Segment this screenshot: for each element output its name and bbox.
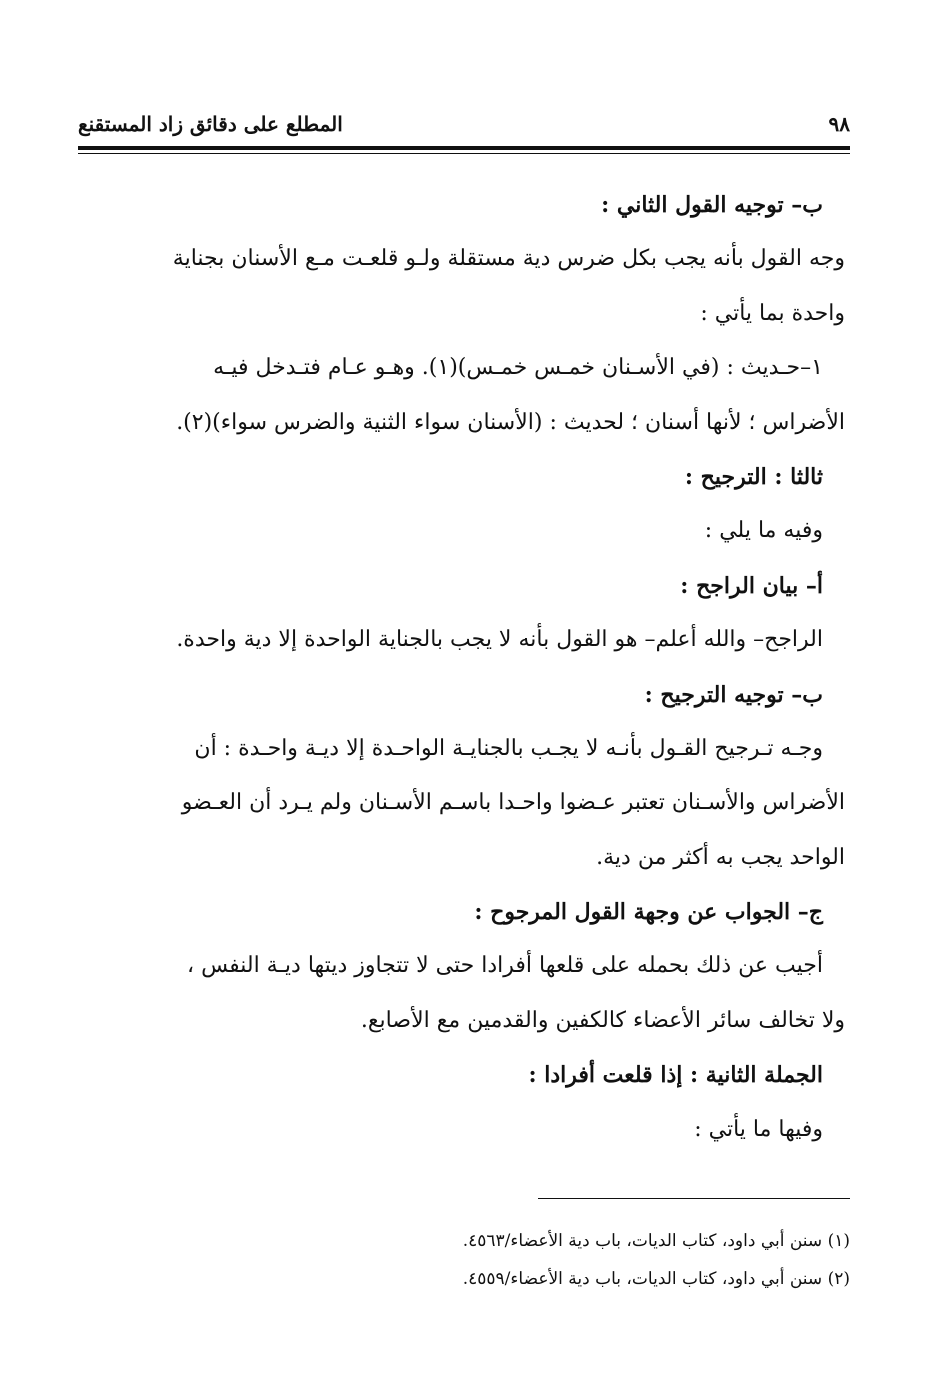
text-line: وجـه تـرجيح القـول بأنـه لا يجـب بالجنايـة الواحـدة إلا ديـة واحـدة : أن: [194, 735, 823, 761]
header-rule-thin: [78, 153, 850, 154]
running-header: [78, 112, 850, 136]
text-line: ثالثا : الترجيح :: [684, 463, 823, 490]
text-line: ١–حـديث : (في الأسـنان خمـس خمـس)(١). وهـو عـام فتـدخل فيـه: [213, 355, 823, 381]
page-number: ٩٨: [828, 112, 850, 136]
text-line: ب– توجيه القول الثاني :: [601, 192, 823, 218]
header-rule-thick: [78, 146, 850, 150]
book-title: المطلع على دقائق زاد المستقنع: [78, 112, 343, 136]
text-line: وفيها ما يأتي :: [694, 1116, 823, 1142]
text-line: الأضراس والأسـنان تعتبر عـضوا واحـدا باسـم الأسـنان ولم يـرد أن العـضو: [181, 790, 845, 816]
footnote-2: (٢) سنن أبي داود، كتاب الديات، باب دية الأعضاء/٤٥٥٩.: [462, 1269, 850, 1289]
text-line: أجيب عن ذلك بحمله على قلعها أفرادا حتى لا تتجاوز ديتها ديـة النفس ،: [186, 953, 823, 979]
text-line: وجه القول بأنه يجب بكل ضرس دية مستقلة ولـو قلعـت مـع الأسنان بجناية: [172, 246, 845, 272]
text-line: ب– توجيه الترجيح :: [644, 681, 823, 708]
footnote-separator: [538, 1198, 850, 1199]
text-line: واحدة بما يأتي :: [700, 300, 845, 326]
text-line: الواحد يجب به أكثر من دية.: [596, 844, 845, 870]
text-line: أ– بيان الراجح :: [680, 572, 823, 599]
text-line: الأضراس ؛ لأنها أسنان ؛ لحديث : (الأسنان سواء الثنية والضرس سواء)(٢).: [176, 409, 845, 435]
text-line: ج– الجواب عن وجهة القول المرجوح :: [474, 899, 823, 926]
text-line: وفيه ما يلي :: [704, 518, 823, 544]
footnote-1: (١) سنن أبي داود، كتاب الديات، باب دية الأعضاء/٤٥٦٣.: [462, 1231, 850, 1251]
footnotes: [300, 1222, 850, 1298]
body-text: [85, 178, 845, 1157]
text-line: ولا تخالف سائر الأعضاء كالكفين والقدمين مع الأصابع.: [360, 1007, 845, 1033]
text-line: الجملة الثانية : إذا قلعت أفرادا :: [528, 1062, 823, 1089]
text-line: الراجح– والله أعلم– هو القول بأنه لا يجب بالجناية الواحدة إلا دية واحدة.: [176, 627, 823, 653]
